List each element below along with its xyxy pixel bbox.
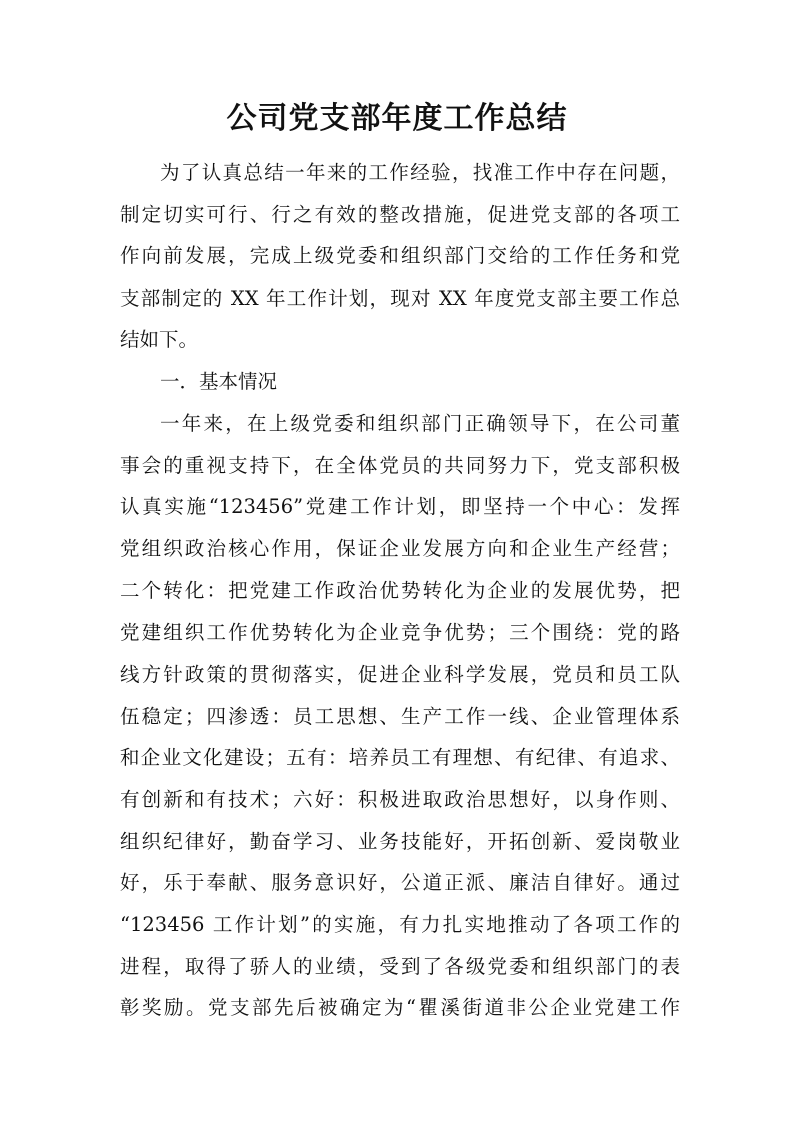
paragraph-line: 好，乐于奉献、服务意识好，公道正派、廉洁自律好。通过 xyxy=(120,871,680,894)
paragraph-line: 有创新和有技术；六好：积极进取政治思想好，以身作则、 xyxy=(120,788,680,811)
paragraph-line: 为了认真总结一年来的工作经验，找准工作中存在问题， xyxy=(160,161,680,184)
section-heading: 一．基本情况 xyxy=(160,370,278,393)
paragraph-line: 结如下。 xyxy=(120,328,199,351)
paragraph-line: 支部制定的 XX 年工作计划，现对 XX 年度党支部主要工作总 xyxy=(120,287,680,310)
paragraph-line: 一年来，在上级党委和组织部门正确领导下，在公司董 xyxy=(160,412,680,435)
paragraph-line: 作向前发展，完成上级党委和组织部门交给的工作任务和党 xyxy=(120,244,680,267)
paragraph-line: 伍稳定；四渗透：员工思想、生产工作一线、企业管理体系 xyxy=(120,705,680,728)
paragraph-line: 制定切实可行、行之有效的整改措施，促进党支部的各项工 xyxy=(120,203,680,226)
paragraph-line: 进程，取得了骄人的业绩，受到了各级党委和组织部门的表 xyxy=(120,955,680,978)
paragraph-line: 党建组织工作优势转化为企业竞争优势；三个围绕：党的路 xyxy=(120,621,680,644)
paragraph-line: 组织纪律好，勤奋学习、业务技能好，开拓创新、爱岗敬业 xyxy=(120,830,680,853)
paragraph-line: 事会的重视支持下，在全体党员的共同努力下，党支部积极 xyxy=(120,454,680,477)
paragraph-line: “123456 工作计划”的实施，有力扎实地推动了各项工作的 xyxy=(120,913,680,936)
paragraph-line: 认真实施“123456”党建工作计划，即坚持一个中心：发挥 xyxy=(120,495,680,518)
document-title: 公司党支部年度工作总结 xyxy=(226,101,568,136)
paragraph-line: 和企业文化建设；五有：培养员工有理想、有纪律、有追求、 xyxy=(120,746,680,769)
paragraph-line: 党组织政治核心作用，保证企业发展方向和企业生产经营； xyxy=(120,537,680,560)
paragraph-line: 彰奖励。党支部先后被确定为“瞿溪街道非公企业党建工作 xyxy=(120,996,680,1019)
paragraph-line: 二个转化：把党建工作政治优势转化为企业的发展优势，把 xyxy=(120,579,680,602)
paragraph-line: 线方针政策的贯彻落实，促进企业科学发展，党员和员工队 xyxy=(120,663,680,686)
